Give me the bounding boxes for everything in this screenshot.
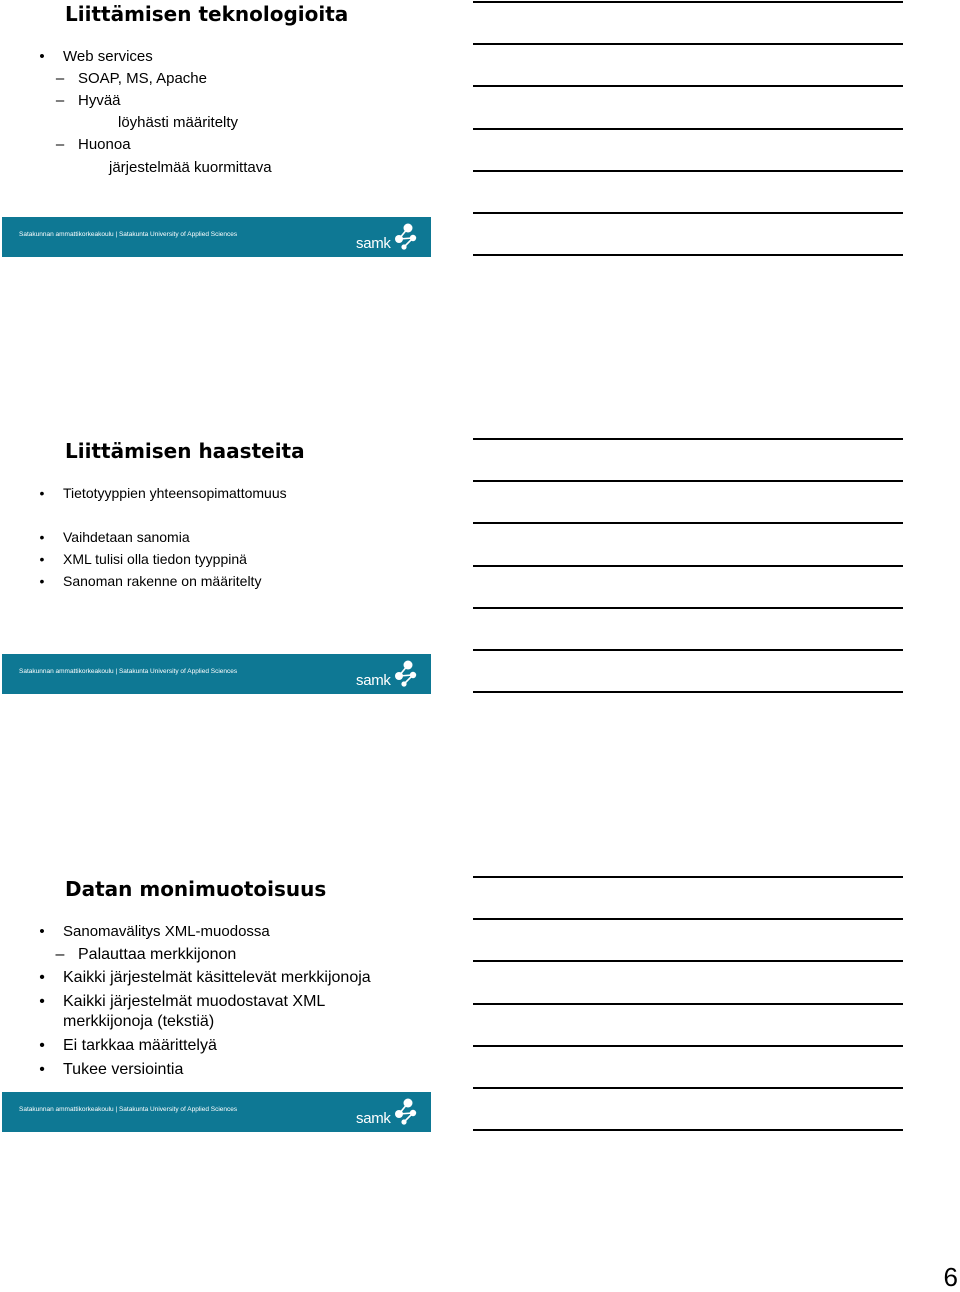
bullet-text: Tukee versiointia — [63, 1061, 184, 1078]
note-line — [473, 876, 903, 878]
note-line — [473, 254, 903, 256]
note-line — [473, 960, 903, 962]
note-line — [473, 607, 903, 609]
note-line — [473, 85, 903, 87]
slide-footer — [2, 1092, 431, 1132]
bullet-text: Tietotyyppien yhteensopimattomuus — [63, 485, 287, 501]
bullet-text: Sanoman rakenne on määritelty — [63, 573, 262, 589]
bullet-marker: • — [39, 573, 45, 589]
bullet-marker: • — [39, 48, 45, 65]
logo-text: samk — [356, 672, 391, 689]
sub-item-text: SOAP, MS, Apache — [78, 70, 207, 87]
note-line — [473, 438, 903, 440]
logo-text: samk — [356, 235, 391, 252]
bullet-marker: • — [39, 993, 45, 1010]
bullet-marker: • — [39, 1061, 45, 1078]
bullet-marker: • — [39, 551, 45, 567]
bullet-text: Kaikki järjestelmät muodostavat XML — [63, 993, 326, 1010]
note-line — [473, 43, 903, 45]
note-line — [473, 212, 903, 214]
note-line — [473, 1045, 903, 1047]
note-line — [473, 1003, 903, 1005]
page-number: 6 — [943, 1262, 958, 1292]
bullet-text: Sanomavälitys XML-muodossa — [63, 923, 270, 940]
bullet-text: Kaikki järjestelmät käsittelevät merkkijonoja — [63, 969, 371, 986]
slide-footer — [2, 654, 431, 694]
samk-logo — [356, 659, 420, 691]
note-line — [473, 691, 903, 693]
footer-text: Satakunnan ammattikorkeakoulu | Satakunta University of Applied Sciences — [19, 231, 238, 238]
sub-sub-item-text: löyhästi määritelty — [118, 114, 239, 131]
note-line — [473, 649, 903, 651]
slide-title: Liittämisen haasteita — [65, 439, 305, 463]
dash-marker: – — [55, 136, 65, 153]
logo-dots-icon — [394, 1097, 418, 1127]
note-line — [473, 1129, 903, 1131]
dash-marker: – — [55, 92, 65, 109]
dash-marker: – — [55, 70, 65, 87]
bullet-marker: • — [39, 529, 45, 545]
bullet-marker: • — [39, 923, 45, 940]
note-line — [473, 1, 903, 3]
note-line — [473, 480, 903, 482]
note-line — [473, 565, 903, 567]
logo-dots-icon — [394, 659, 418, 689]
slide-footer — [2, 217, 431, 257]
logo-text: samk — [356, 1110, 391, 1127]
sub-sub-item-text: järjestelmää kuormittava — [109, 159, 272, 176]
slide-2 — [0, 437, 432, 697]
note-line — [473, 128, 903, 130]
sub-item-text: Hyvää — [78, 92, 121, 109]
sub-item-text: Palauttaa merkkijonon — [78, 946, 237, 963]
bullet-text: Vaihdetaan sanomia — [63, 529, 190, 545]
bullet-marker: • — [39, 485, 45, 501]
dash-marker: – — [55, 946, 65, 963]
note-line — [473, 1087, 903, 1089]
footer-text: Satakunnan ammattikorkeakoulu | Satakunta University of Applied Sciences — [19, 668, 238, 675]
sub-item-text: Huonoa — [78, 136, 131, 153]
note-line — [473, 170, 903, 172]
bullet-marker: • — [39, 969, 45, 986]
bullet-text: Ei tarkkaa määrittelyä — [63, 1037, 217, 1054]
bullet-text: XML tulisi olla tiedon tyyppinä — [63, 551, 247, 567]
bullet-continuation-text: merkkijonoja (tekstiä) — [63, 1013, 215, 1030]
bullet-marker: • — [39, 1037, 45, 1054]
samk-logo — [356, 1097, 420, 1129]
slide-title: Datan monimuotoisuus — [65, 877, 327, 901]
footer-text: Satakunnan ammattikorkeakoulu | Satakunta University of Applied Sciences — [19, 1106, 238, 1113]
slide-title: Liittämisen teknologioita — [65, 2, 349, 26]
slide-1 — [0, 0, 432, 260]
bullet-text: Web services — [63, 48, 153, 65]
samk-logo — [356, 222, 420, 254]
note-line — [473, 522, 903, 524]
logo-dots-icon — [394, 222, 418, 252]
slide-3 — [0, 875, 432, 1135]
note-line — [473, 918, 903, 920]
